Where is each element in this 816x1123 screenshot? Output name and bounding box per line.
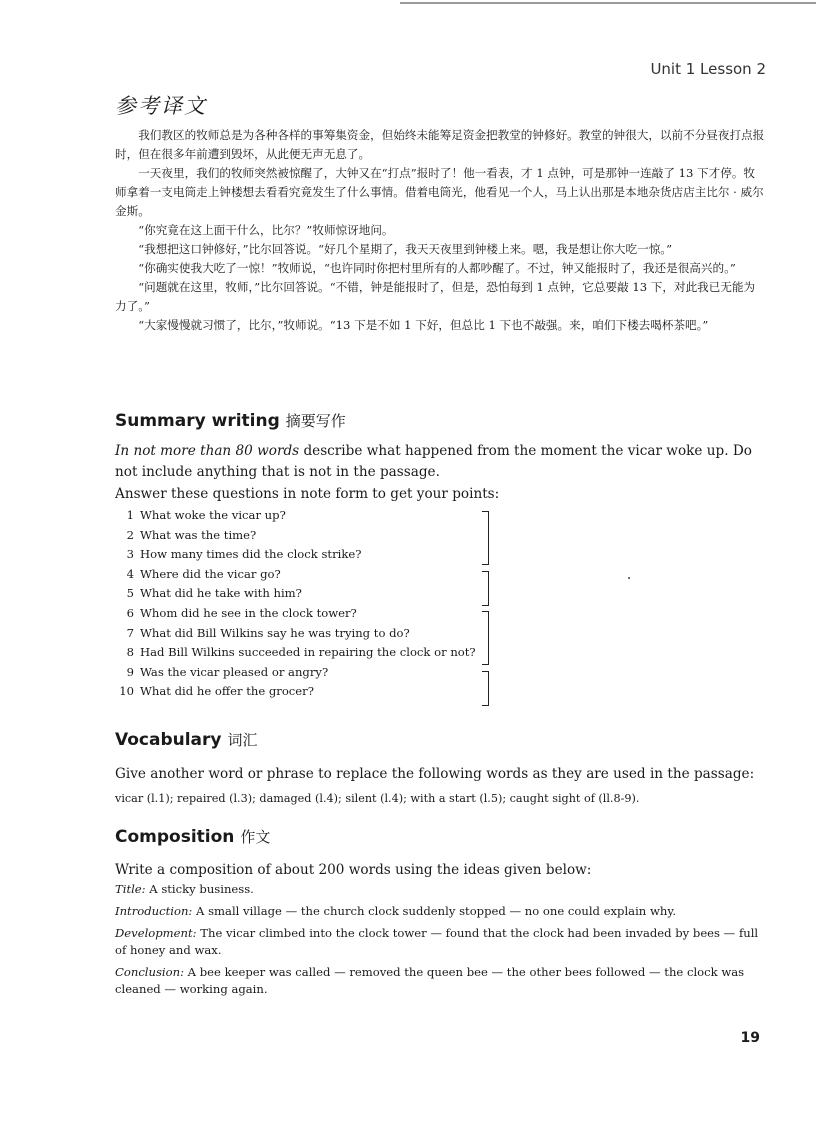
composition-introduction-line <box>115 903 765 920</box>
summary-instruction-rest: describe what happened from the moment the vicar woke up. Do not include anything that is not in the passage. <box>115 443 752 480</box>
question-item <box>118 682 476 702</box>
question-number: 3 <box>126 547 134 562</box>
vocabulary-instruction <box>115 762 765 811</box>
question-number: 8 <box>126 645 134 660</box>
question-text: What did he offer the grocer? <box>140 684 314 699</box>
question-text: What was the time? <box>140 527 257 542</box>
outline-label: Development: <box>115 926 197 940</box>
vocabulary-heading-en: Vocabulary <box>115 730 222 750</box>
vocabulary-main-text: Give another word or phrase to replace the following words as they are used in the passage: <box>115 766 755 782</box>
composition-heading <box>115 826 270 847</box>
composition-outline <box>115 881 765 1003</box>
running-header: Unit 1 Lesson 2 <box>650 60 766 78</box>
top-rule <box>400 2 816 4</box>
question-item <box>118 584 476 604</box>
question-number: 7 <box>126 625 134 640</box>
composition-heading-cn: 作文 <box>240 828 271 846</box>
question-number: 9 <box>126 664 134 679</box>
question-number: 6 <box>126 605 134 620</box>
translation-paragraph: 一天夜里，我们的牧师突然被惊醒了，大钟又在“打点”报时了！他一看表，才 1 点钟，可是那钟一连敲了 13 下才停。牧师拿着一支电筒走上钟楼想去看看究竟发生了什么事情。借着电筒光，他看见一个人，马上认出那是本地杂货店店主比尔 · 威尔金斯。 <box>115 166 764 218</box>
translation-paragraph: “大家慢慢就习惯了，比尔，”牧师说。“13 下是不如 1 下好，但总比 1 下也不敲强。来，咱们下楼去喝杯茶吧。” <box>138 318 709 332</box>
question-text: Whom did he see in the clock tower? <box>140 605 357 620</box>
composition-title-line <box>115 881 765 898</box>
question-item <box>118 565 476 585</box>
question-text: Had Bill Wilkins succeeded in repairing the clock or not? <box>140 645 476 660</box>
outline-text: A bee keeper was called — removed the queen bee — the other bees followed — the clock was cleaned — working again. <box>115 965 745 996</box>
composition-development-line <box>115 925 765 959</box>
question-text: Where did the vicar go? <box>140 566 281 581</box>
summary-instruction <box>115 441 765 483</box>
group-bracket <box>482 611 489 665</box>
translation-paragraph: “问题就在这里，牧师，”比尔回答说。“不错，钟是能报时了，但是，恐怕每到 1 点钟，它总要敲 13 下，对此我已无能为力了。” <box>115 280 756 313</box>
translation-paragraph: “你确实使我大吃了一惊！”牧师说，“也许同时你把村里所有的人都吵醒了。不过，钟又能报时了，我还是很高兴的。” <box>138 261 736 275</box>
question-text: What did he take with him? <box>140 586 302 601</box>
vocabulary-heading-cn: 词汇 <box>227 731 258 749</box>
outline-text: A sticky business. <box>145 882 254 896</box>
question-number: 1 <box>126 508 134 522</box>
summary-heading-cn: 摘要写作 <box>285 412 346 430</box>
question-number: 2 <box>126 527 134 542</box>
translation-body <box>115 126 765 335</box>
answer-instruction: Answer these questions in note form to get your points: <box>115 486 500 502</box>
question-list <box>118 506 476 702</box>
vocabulary-word-list: vicar (l.1); repaired (l.3); damaged (l.4); silent (l.4); with a start (l.5); caught sight of (ll.8-9). <box>115 792 640 805</box>
summary-heading <box>115 410 346 431</box>
question-item <box>118 545 476 565</box>
question-number: 5 <box>126 586 134 601</box>
translation-paragraph: “我想把这口钟修好，”比尔回答说。“好几个星期了，我天天夜里到钟楼上来。嗯，我是想让你大吃一惊。” <box>138 242 673 256</box>
group-bracket <box>482 571 489 606</box>
translation-paragraph: “你究竟在这上面干什么，比尔？”牧师惊讶地问。 <box>138 223 394 237</box>
question-text: What woke the vicar up? <box>140 508 286 522</box>
composition-heading-en: Composition <box>115 827 235 847</box>
question-item <box>118 663 476 683</box>
question-text: Was the vicar pleased or angry? <box>140 664 329 679</box>
translation-title: 参考译文 <box>115 94 207 118</box>
question-item <box>118 624 476 644</box>
composition-conclusion-line <box>115 964 765 998</box>
group-bracket <box>482 671 489 706</box>
question-item <box>118 506 476 526</box>
outline-text: The vicar climbed into the clock tower — found that the clock had been invaded by bees — full of honey and wax. <box>115 926 759 957</box>
stray-mark <box>628 577 630 579</box>
question-item <box>118 643 476 663</box>
outline-label: Conclusion: <box>115 965 184 979</box>
question-text: How many times did the clock strike? <box>140 547 362 562</box>
composition-instruction: Write a composition of about 200 words using the ideas given below: <box>115 862 592 878</box>
question-item <box>118 526 476 546</box>
outline-label: Introduction: <box>115 904 193 918</box>
outline-text: A small village — the church clock suddenly stopped — no one could explain why. <box>192 904 677 918</box>
translation-paragraph: 我们教区的牧师总是为各种各样的事筹集资金，但始终未能筹足资金把教堂的钟修好。教堂的钟很大，以前不分昼夜打点报时，但在很多年前遭到毁坏，从此便无声无息了。 <box>115 128 765 161</box>
question-text: What did Bill Wilkins say he was trying to do? <box>140 625 410 640</box>
group-bracket <box>482 511 489 565</box>
question-item <box>118 604 476 624</box>
page-number: 19 <box>740 1030 760 1046</box>
question-number: 10 <box>119 684 134 699</box>
summary-heading-en: Summary writing <box>115 411 280 431</box>
outline-label: Title: <box>115 882 146 896</box>
summary-word-limit: In not more than 80 words <box>115 443 300 459</box>
vocabulary-heading <box>115 729 258 750</box>
question-number: 4 <box>126 566 134 581</box>
